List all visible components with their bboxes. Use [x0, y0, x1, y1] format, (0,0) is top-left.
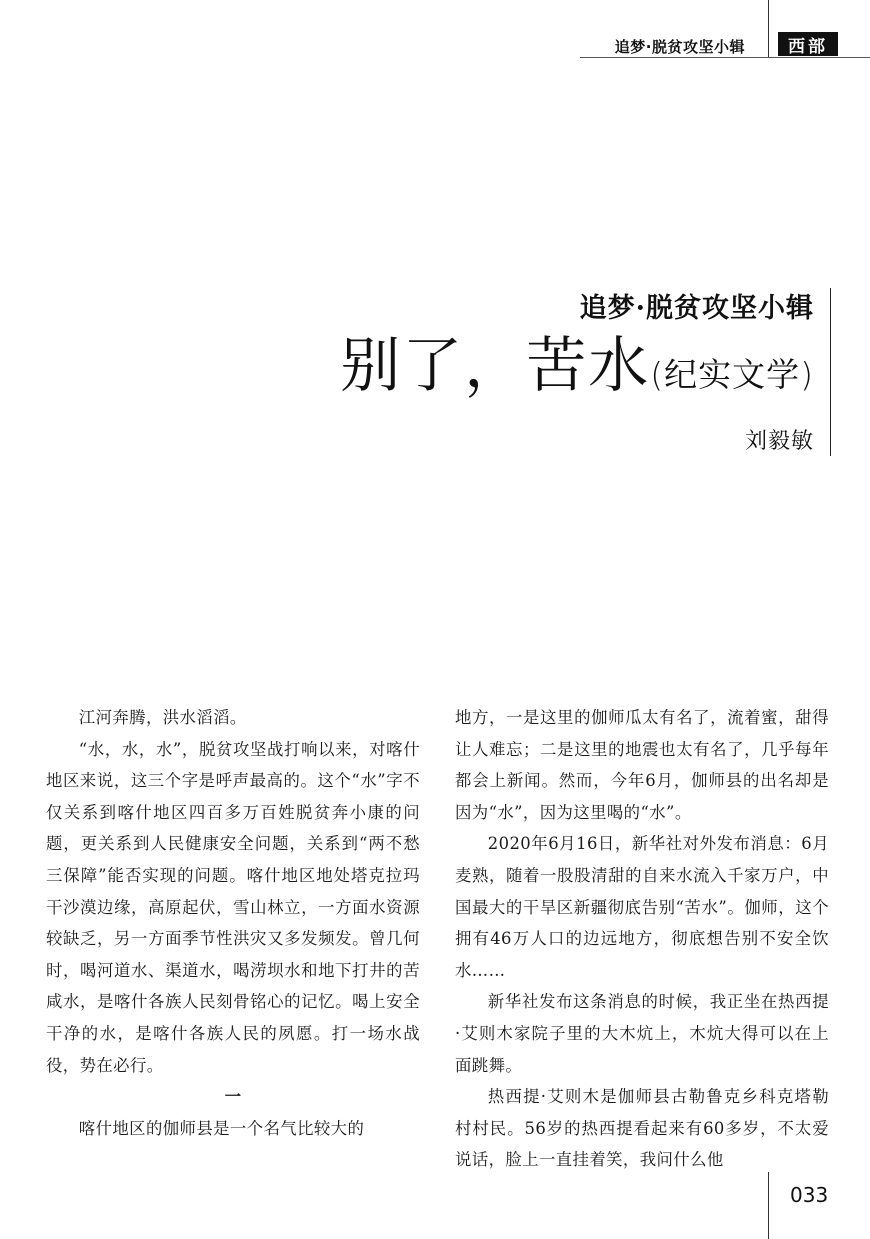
article-title [340, 318, 814, 404]
magazine-badge: 西部 [778, 32, 838, 56]
paragraph: 江河奔腾，洪水滔滔。 [78, 708, 247, 727]
running-header-title: 追梦·脱贫攻坚小辑 [614, 38, 745, 56]
paragraph: “水，水，水”，脱贫攻坚战打响以来，对喀什地区来说，这三个字是呼声最高的。这个“水”字不仅关系到喀什地区四百多万百姓脱贫奔小康的问题，更关系到人民健康安全问题，关系到“两不愁三保障”能否实现的问题。喀什地区地处塔克拉玛干沙漠边缘，高原起伏，雪山林立，一方面水资源较缺乏，另一方面季节性洪灾又多发频发。曾几何时，喝河道水、渠道水，喝涝坝水和地下打井的苦咸水，是喀什各族人民刻骨铭心的记忆。喝上安全干净的水，是喀什各族人民的夙愿。打一场水战役，势在必行。 [46, 739, 420, 1075]
header-rule [580, 57, 870, 58]
article-genre: (纪实文学) [650, 355, 814, 394]
right-column [455, 702, 829, 1176]
title-divider [830, 288, 831, 456]
paragraph: 喀什地区的伽师县是一个名气比较大的 [78, 1118, 365, 1138]
footer-divider [768, 1172, 769, 1239]
paragraph: 热西提·艾则木是伽师县古勒鲁克乡科克塔勒村村民。56岁的热西提看起来有60多岁，不太爱说话，脸上一直挂着笑，我问什么他 [455, 1087, 829, 1170]
series-title: 追梦·脱贫攻坚小辑 [579, 293, 814, 324]
paragraph: 新华社发布这条消息的时候，我正坐在热西提·艾则木家院子里的大木炕上，木炕大得可以在上面跳舞。 [455, 992, 829, 1075]
article-title-main: 别了，苦水 [340, 331, 651, 401]
author-name: 刘毅敏 [744, 429, 814, 454]
page-number: 033 [790, 1183, 829, 1207]
paragraph: 2020年6月16日，新华社对外发布消息：6月麦熟，随着一股股清甜的自来水流入千家万户，中国最大的干旱区新疆彻底告别“苦水”。伽师，这个拥有46万人口的边远地方，彻底想告别不安全饮水…… [455, 834, 829, 980]
header-divider [768, 0, 769, 58]
section-number: 一 [224, 1087, 242, 1107]
left-column [46, 702, 420, 1144]
paragraph: 地方，一是这里的伽师瓜太有名了，流着蜜，甜得让人难忘；二是这里的地震也太有名了，几乎每年都会上新闻。然而，今年6月，伽师县的出名却是因为“水”，因为这里喝的“水”。 [455, 708, 829, 822]
